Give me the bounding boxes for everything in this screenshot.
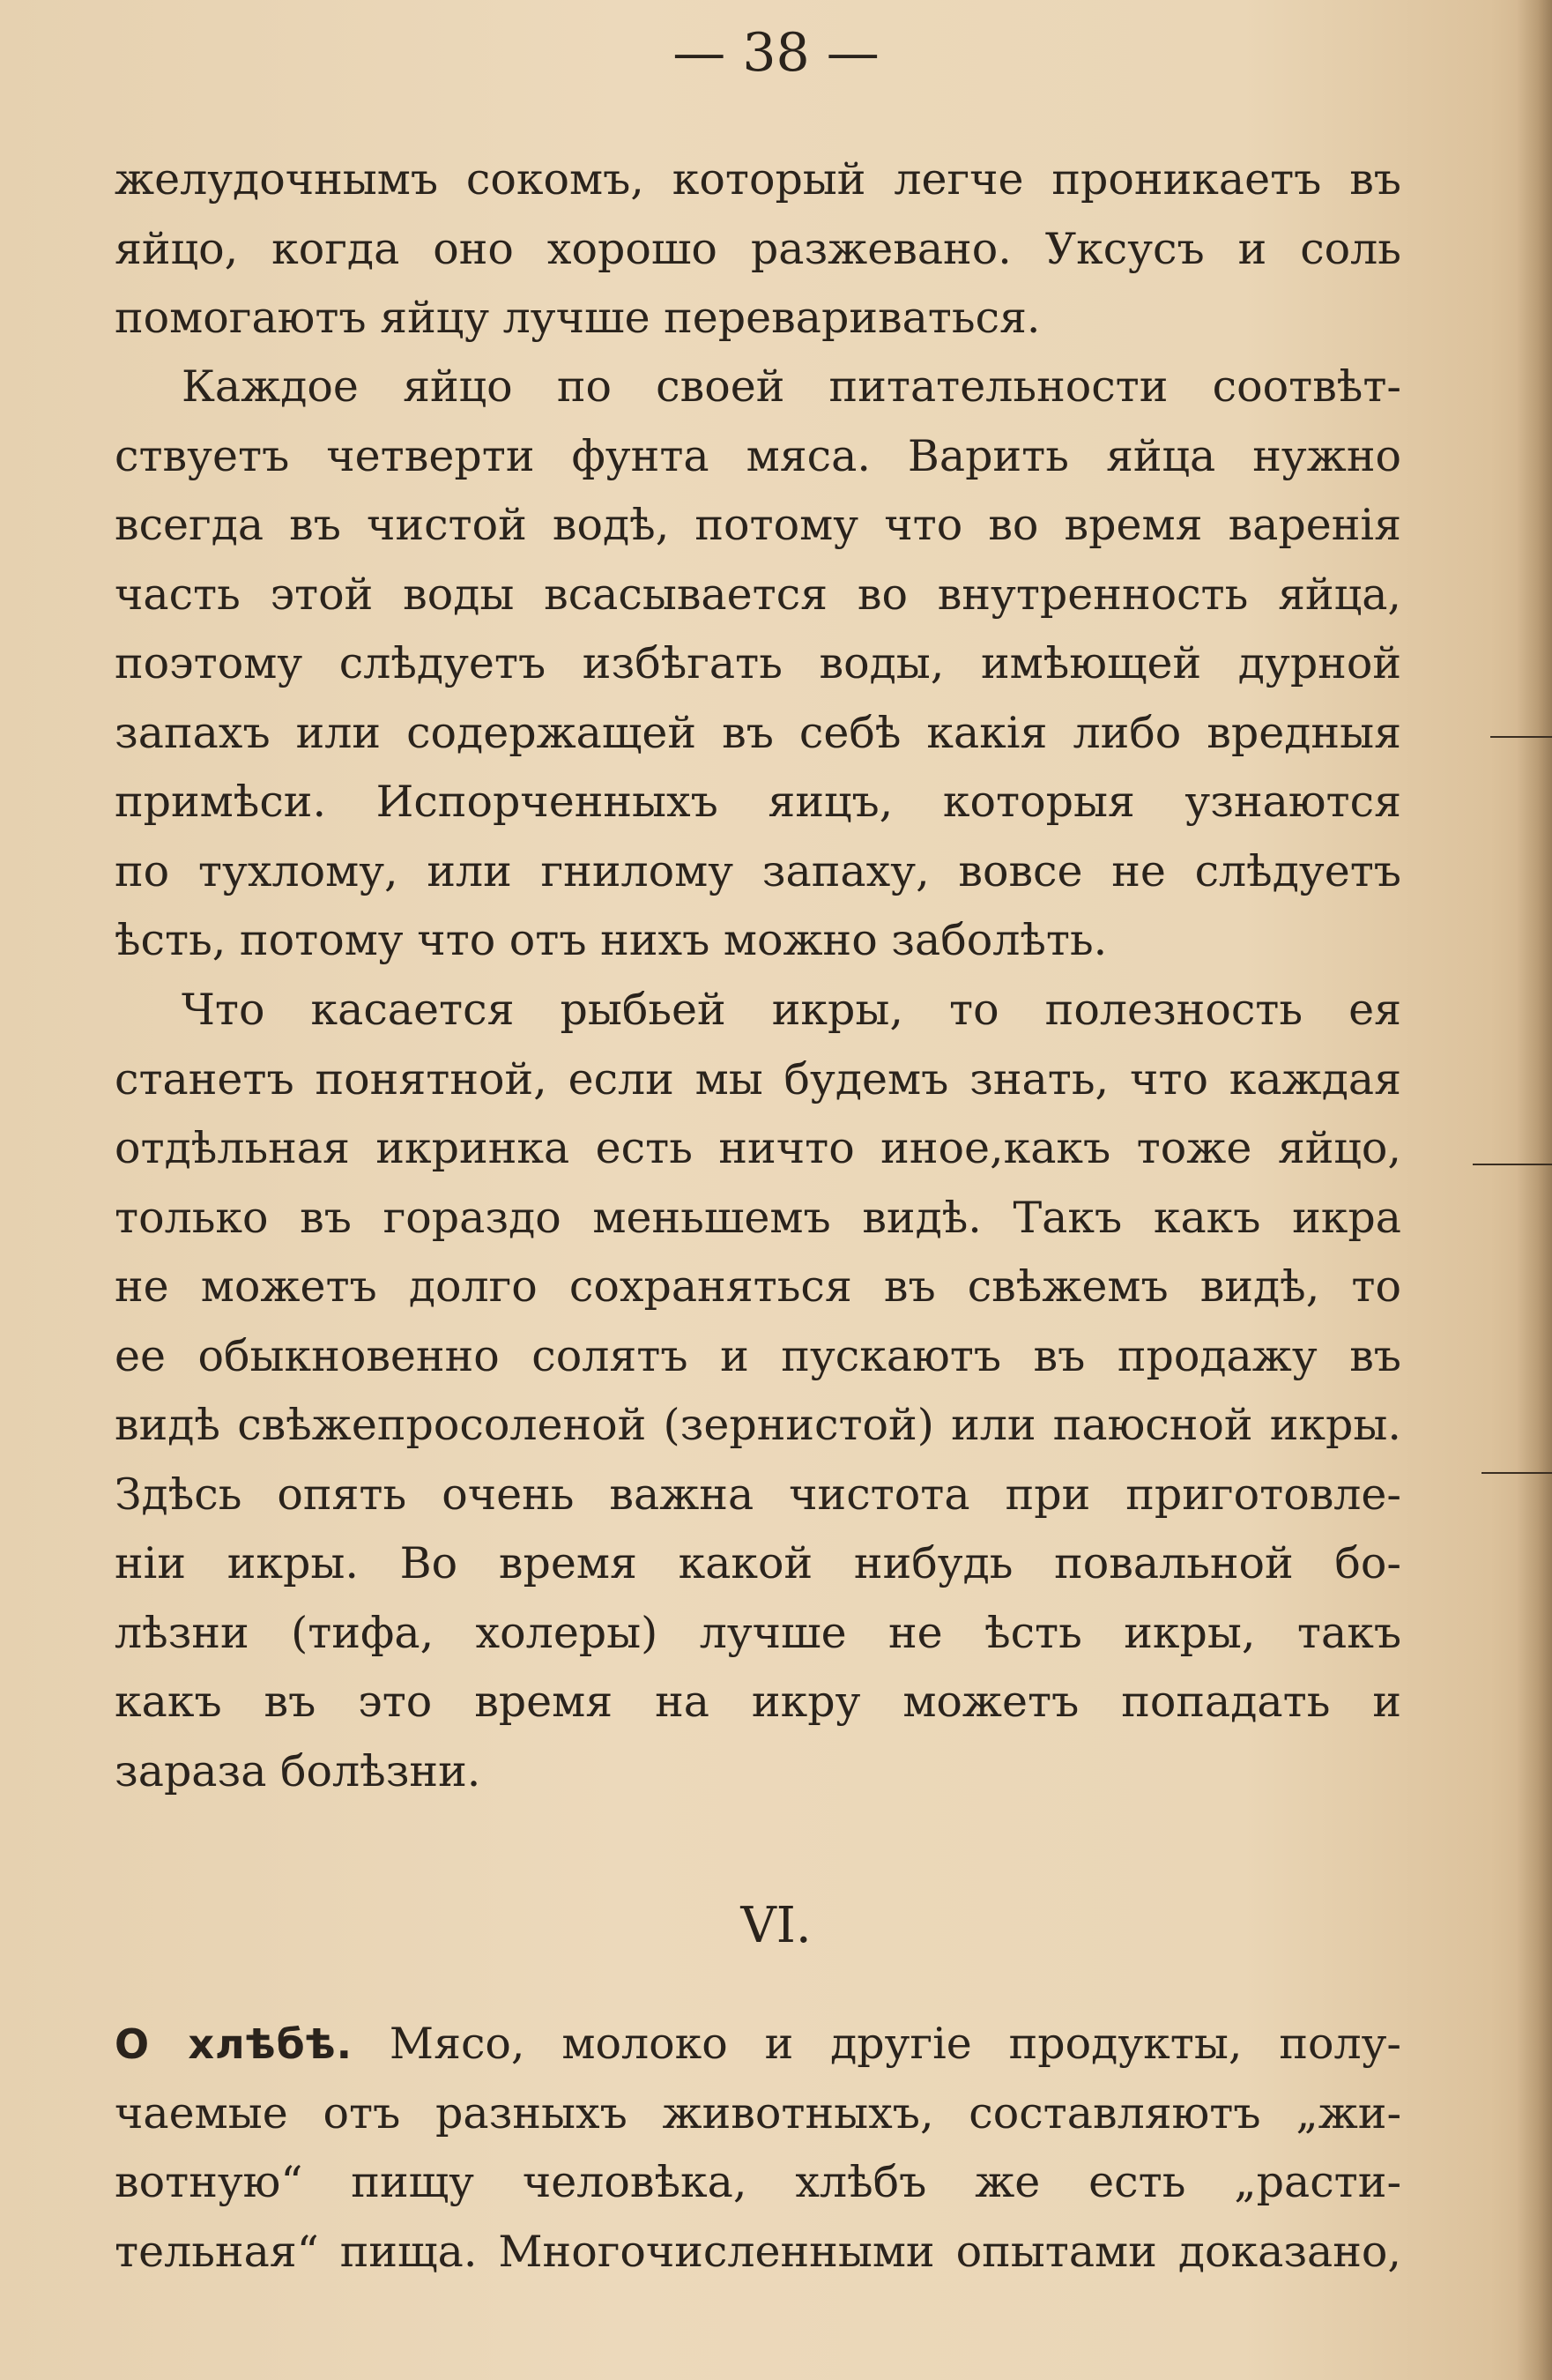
paragraph-3 <box>115 976 1401 1806</box>
text-line: вотную“ пищу человѣка, хлѣбъ же есть „расти- <box>115 2157 1401 2207</box>
text-line: станетъ понятной, если мы будемъ знать, что каждая <box>115 1053 1401 1104</box>
text-line: запахъ или содержащей въ себѣ какія либо вредныя <box>115 707 1401 758</box>
text-line: видѣ свѣжепросоленой (зернистой) или паюсной икры. <box>115 1400 1401 1450</box>
text-line: яйцо, когда оно хорошо разжевано. Уксусъ и соль <box>115 223 1401 274</box>
text-line: тельная“ пища. Многочисленными опытами доказано, <box>115 2226 1401 2277</box>
text-line: ніи икры. Во время какой нибудь повальной бо- <box>115 1538 1401 1588</box>
text-line: Что касается рыбьей икры, то полезность ея <box>182 985 1401 1035</box>
margin-thread-mark <box>1490 736 1552 738</box>
text-line: только въ гораздо меньшемъ видѣ. Такъ какъ икра <box>115 1192 1401 1243</box>
text-line: какъ въ это время на икру можетъ попадать и <box>115 1677 1401 1727</box>
text-line: отдѣльная икринка есть ничто иное,какъ тоже яйцо, <box>115 1123 1401 1173</box>
text-line: не можетъ долго сохраняться въ свѣжемъ видѣ, то <box>115 1261 1401 1312</box>
text-line: примѣси. Испорченныхъ яицъ, которыя узнаются <box>115 777 1401 827</box>
text-line: лѣзни (тифа, холеры) лучше не ѣсть икры, такъ <box>115 1607 1401 1658</box>
margin-thread-mark <box>1473 1164 1552 1165</box>
text-line: ствуетъ четверти фунта мяса. Варить яйца нужно <box>115 430 1401 481</box>
text-line: Каждое яйцо по своей питательности соотвѣт- <box>182 361 1401 412</box>
text-line: желудочнымъ сокомъ, который легче проникаетъ въ <box>115 154 1401 205</box>
text-line: поэтому слѣдуетъ избѣгать воды, имѣющей дурной <box>115 638 1401 688</box>
paragraph-1 <box>115 145 1401 353</box>
paragraph-4 <box>115 2010 1401 2287</box>
page-edge-shadow <box>1517 0 1552 2380</box>
section-heading-title: О хлѣбѣ. <box>115 2020 353 2068</box>
section-number: VI. <box>740 1897 812 1954</box>
text-line: зараза болѣзни. <box>115 1745 481 1796</box>
text-line: ѣсть, потому что отъ нихъ можно заболѣть. <box>115 915 1108 965</box>
margin-thread-mark <box>1481 1472 1552 1474</box>
section-first-line-text: Мясо, молоко и другіе продукты, полу- <box>389 2019 1401 2069</box>
text-line: всегда въ чистой водѣ, потому что во время варенія <box>115 500 1401 550</box>
text-line: чаемые отъ разныхъ животныхъ, составляютъ „жи- <box>115 2087 1401 2138</box>
text-line: Здѣсь опять очень важна чистота при приготовле- <box>115 1469 1401 1520</box>
page-number: — 38 — <box>672 22 880 84</box>
paragraph-2 <box>115 353 1401 976</box>
text-line: помогаютъ яйцу лучше перевариваться. <box>115 293 1041 343</box>
section-first-line <box>115 2010 1401 2079</box>
text-line: часть этой воды всасывается во внутренность яйца, <box>115 569 1401 620</box>
text-line: по тухлому, или гнилому запаху, вовсе не слѣдуетъ <box>115 845 1401 896</box>
text-line: ее обыкновенно солятъ и пускаютъ въ продажу въ <box>115 1330 1401 1381</box>
